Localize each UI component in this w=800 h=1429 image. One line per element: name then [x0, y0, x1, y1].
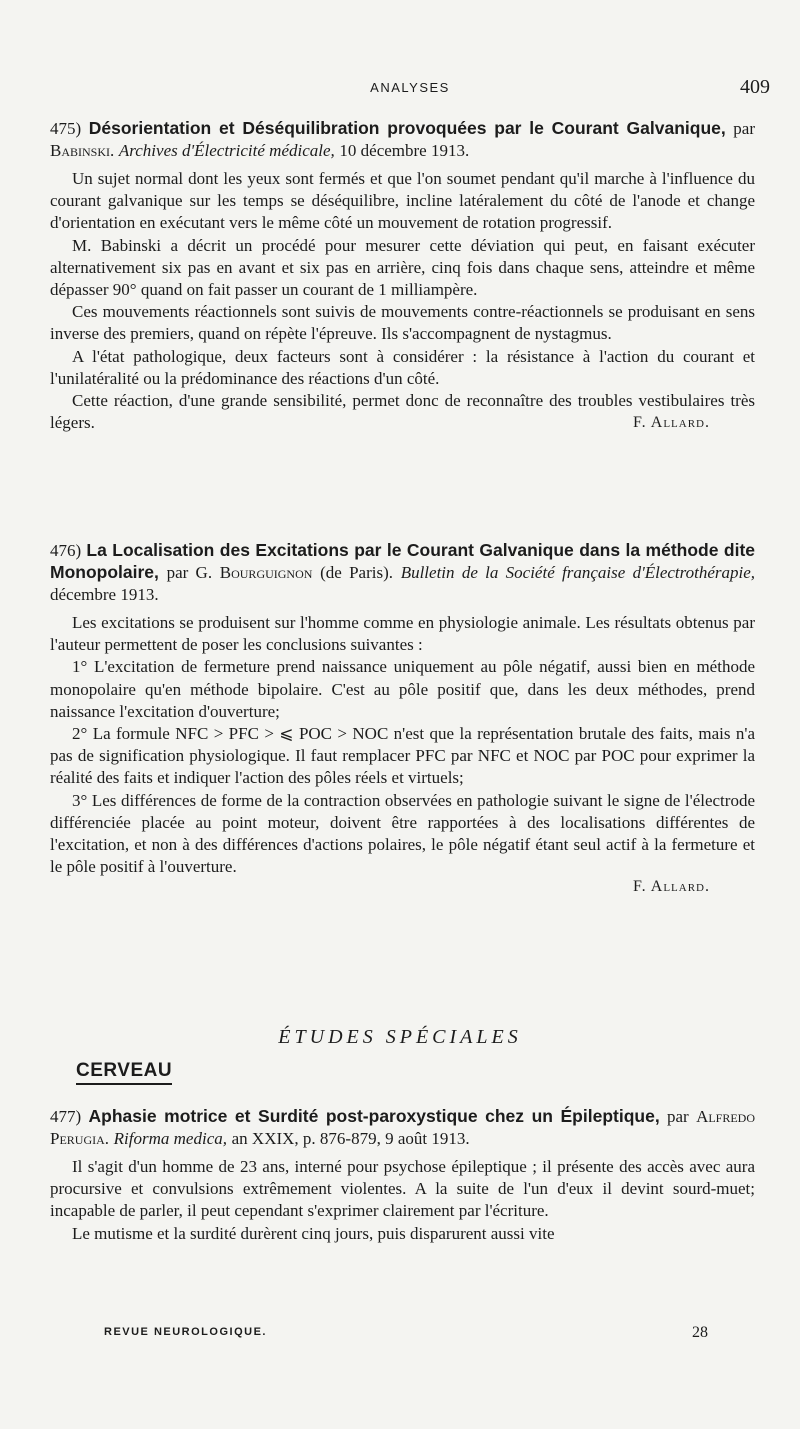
paragraph-with-signature: [50, 390, 755, 434]
paragraph-text: Cette réaction, d'une grande sensibilité, permet donc de reconnaître des troubles vestibulaires très légers.: [50, 391, 755, 433]
signature: F. Allard.: [633, 878, 710, 896]
paragraph: Les excitations se produisent sur l'homme comme en physiologie animale. Les résultats obtenus par l'auteur permettent de poser les conclusions suivantes :: [50, 613, 755, 655]
abstract-title: Aphasie motrice et Surdité post-paroxystique chez un Épileptique,: [88, 1106, 660, 1126]
abstract-author: Alfredo Perugia.: [50, 1107, 756, 1148]
abstract-date: an XXIX, p. 876-879, 9 août 1913.: [231, 1129, 470, 1148]
abstract-author: Bourguignon: [219, 563, 313, 582]
abstract-by: par: [733, 119, 756, 138]
abstract-heading: [50, 118, 755, 162]
abstract-by: par: [667, 1107, 689, 1126]
abstract-journal: Archives d'Électricité médicale,: [118, 141, 335, 160]
abstract-location: (de Paris).: [320, 563, 394, 582]
abstract-title: La Localisation des Excitations par le Courant Galvanique dans la méthode dite Monopolaire,: [50, 540, 756, 582]
abstract-journal: Bulletin de la Société française d'Électrothérapie,: [400, 563, 756, 582]
abstract-number: 476): [50, 541, 82, 560]
paragraph: A l'état pathologique, deux facteurs sont à considérer : la résistance à l'action du courant et l'unilatéralité ou la prédominance des réactions d'un côté.: [50, 346, 755, 388]
running-head: [50, 78, 770, 98]
abstract-journal: Riforma medica,: [113, 1129, 227, 1148]
footer-journal: REVUE NEUROLOGIQUE.: [104, 1326, 267, 1338]
paragraph: M. Babinski a décrit un procédé pour mesurer cette déviation qui peut, en faisant exécuter alternativement six pas en avant et six pas en arrière, cinq fois dans chaque sens, atteindre et même dépasser 90° quand on fait passer un courant de 1 milliampère.: [50, 235, 755, 300]
paragraph: 2° La formule NFC > PFC > ⩽ POC > NOC n'est que la représentation brutale des faits, mais n'a pas de signification physiologique. Il faut remplacer PFC par NFC et NOC par POC pour exprimer la réalité des faits et indiquer l'action des pôles réels et virtuels;: [50, 724, 755, 788]
paragraph: 3° Les différences de forme de la contraction observées en pathologie suivant le signe de l'électrode différenciée placée au point moteur, doivent être rapportées à des localisations différentes de l'excitation, et non à des différences d'actions polaires, le pôle négatif étant seul actif à la fermeture et le pôle positif à l'ouverture.: [50, 790, 755, 877]
paragraph: 1° L'excitation de fermeture prend naissance uniquement au pôle négatif, aussi bien en méthode monopolaire qu'en méthode bipolaire. C'est au pôle positif que, dans les deux méthodes, prend naissance l'excitation d'ouverture;: [50, 657, 755, 721]
abstract-heading: [50, 540, 755, 606]
signature: F. Allard.: [633, 414, 710, 432]
abstract-by: par G.: [166, 563, 213, 582]
abstract-date: 10 décembre 1913.: [339, 141, 470, 160]
abstract-author: Babinski.: [50, 141, 115, 160]
paragraph: Le mutisme et la surdité durèrent cinq jours, puis disparurent aussi vite: [72, 1223, 555, 1243]
paragraph: Il s'agit d'un homme de 23 ans, interné pour psychose épileptique ; il présente des accès avec aura procursive et convulsions extrêmement violentes. A la suite de l'un d'eux il devint sourd-muet; incapable de parler, il peut cependant s'exprimer clairement par l'écriture.: [50, 1157, 755, 1221]
abstract-475: [50, 118, 755, 434]
sheet-number: 28: [692, 1324, 708, 1341]
paragraph: Ces mouvements réactionnels sont suivis de mouvements contre-réactionnels se produisant en sens inverse des premiers, quand on répète l'épreuve. Ils s'accompagnent de nystagmus.: [50, 302, 755, 344]
paragraph: Un sujet normal dont les yeux sont fermés et que l'on soumet pendant qu'il marche à l'influence du courant galvanique sur les temps se déséquilibre, incline latéralement du côté de l'anode et change d'orientation en exécutant vers le même côté un mouvement de rotation progressif.: [50, 169, 755, 233]
abstract-number: 475): [50, 119, 82, 138]
subsection-title: CERVEAU: [76, 1060, 172, 1085]
abstract-date: décembre 1913.: [50, 585, 159, 604]
abstract-477: [50, 1106, 755, 1245]
running-title: ANALYSES: [370, 80, 450, 95]
abstract-heading: [50, 1106, 755, 1150]
abstract-476: [50, 540, 755, 896]
page-number: 409: [740, 76, 770, 98]
page-footer: [104, 1324, 708, 1344]
abstract-number: 477): [50, 1107, 82, 1126]
section-title: ÉTUDES SPÉCIALES: [278, 1026, 522, 1048]
abstract-title: Désorientation et Déséquilibration provoquées par le Courant Galvanique,: [88, 118, 726, 138]
